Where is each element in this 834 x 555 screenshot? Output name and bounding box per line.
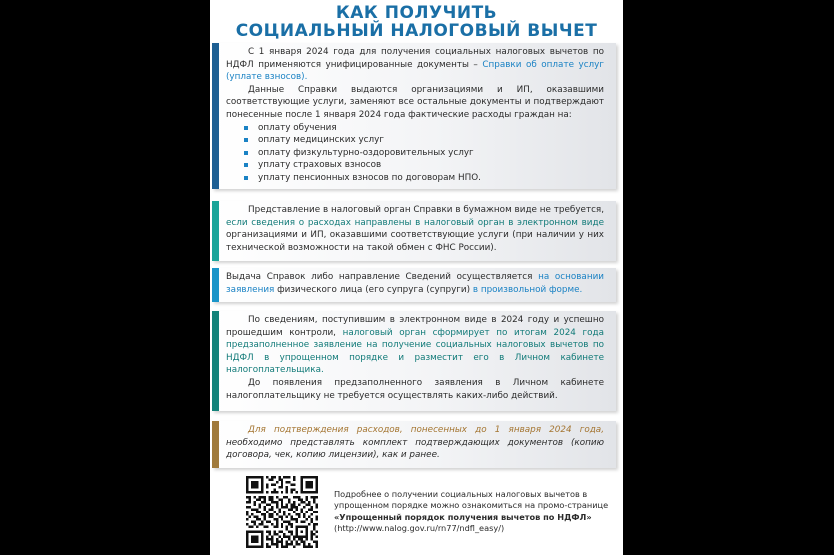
highlight-text: в произвольной форме.: [472, 284, 583, 295]
paragraph-text: необходимо представлять комплект подтверждающих документов (копию договора, чек, копию лицензии), как и ранее.: [226, 437, 604, 461]
block-accent-bar: [212, 421, 219, 468]
list-item: уплату страховых взносов: [244, 159, 604, 172]
paragraph-text: Представление в налоговый орган Справки в бумажном виде не требуется,: [248, 205, 604, 215]
block-body: [226, 204, 604, 254]
title-line-1: КАК ПОЛУЧИТЬ: [335, 3, 498, 23]
promo-page-link[interactable]: (http://www.nalog.gov.ru/rn77/ndfl_easy/): [334, 523, 505, 534]
paragraph-text: физического лица (его супруга (супруги): [274, 284, 473, 295]
footer-text: Подробнее о получении социальных налоговых вычетов в упрощенном порядке можно ознакомиться на промо-странице: [334, 489, 609, 511]
info-block-before-2024: [212, 421, 616, 468]
block-accent-bar: [212, 201, 219, 261]
paragraph-text: Выдача Справок либо направление Сведений осуществляется: [226, 272, 539, 282]
paragraph: [226, 204, 604, 254]
list-item: оплату обучения: [244, 122, 604, 135]
leaflet-page: [210, 0, 623, 555]
info-block-request: [212, 268, 616, 302]
qr-code[interactable]: [246, 476, 318, 548]
paragraph-text: организациями и ИП, оказавшими соответствующие услуги (при наличии у них технической возможности на такой обмен с ФНС России).: [226, 230, 604, 253]
block-body: [226, 271, 604, 296]
highlight-text: на основании заявления: [226, 272, 605, 295]
paragraph: [226, 271, 604, 296]
paragraph: [226, 424, 604, 462]
block-accent-bar: [212, 43, 219, 189]
block-body: [226, 46, 604, 185]
list-item: уплату пенсионных взносов по договорам НПО.: [244, 172, 604, 185]
highlight-text: Справки об оплате услуг (уплате взносов).: [226, 59, 604, 83]
paragraph-text: С 1 января 2024 года для получения социальных налоговых вычетов по НДФЛ применяются унифицированные документы –: [226, 47, 604, 70]
info-block-electronic: [212, 201, 616, 261]
footer-info: [334, 489, 614, 535]
info-block-documents: [212, 43, 616, 189]
promo-page-title: «Упрощенный порядок получения вычетов по НДФЛ»: [334, 511, 592, 522]
highlight-text: если сведения о расходах направлены в налоговый орган в электронном виде: [226, 217, 604, 228]
info-block-prefilled: [212, 311, 616, 411]
expense-list: [244, 122, 604, 185]
title-line-2: СОЦИАЛЬНЫЙ НАЛОГОВЫЙ ВЫЧЕТ: [235, 21, 598, 41]
qr-code-icon: [246, 476, 318, 548]
paragraph: [226, 314, 604, 377]
block-accent-bar: [212, 311, 219, 411]
highlight-text: Для подтверждения расходов, понесенных до 1 января 2024 года,: [248, 425, 604, 435]
paragraph: До появления предзаполненного заявления в Личном кабинете налогоплательщику не требуется осуществлять каких-либо действий.: [226, 377, 604, 401]
list-item: оплату физкультурно-оздоровительных услуг: [244, 147, 604, 160]
paragraph-text: По сведениям, поступившим в электронном виде в 2024 году и успешно прошедшим контроли,: [226, 315, 604, 338]
block-accent-bar: [212, 268, 219, 302]
block-body: [226, 314, 604, 402]
highlight-text: налоговый орган сформирует по итогам 2024 года предзаполненное заявление на получение социальных налоговых вычетов по НДФЛ в упрощенном порядке и разместит его в Личном кабинете налогоплательщика.: [226, 327, 604, 376]
paragraph: [226, 46, 604, 84]
paragraph: Данные Справки выдаются организациями и ИП, оказавшими соответствующие услуги, заменяют все остальные документы и подтверждают понесенные после 1 января 2024 года фактические расходы граждан на:: [226, 84, 604, 120]
block-body: [226, 424, 604, 462]
list-item: оплату медицинских услуг: [244, 134, 604, 147]
